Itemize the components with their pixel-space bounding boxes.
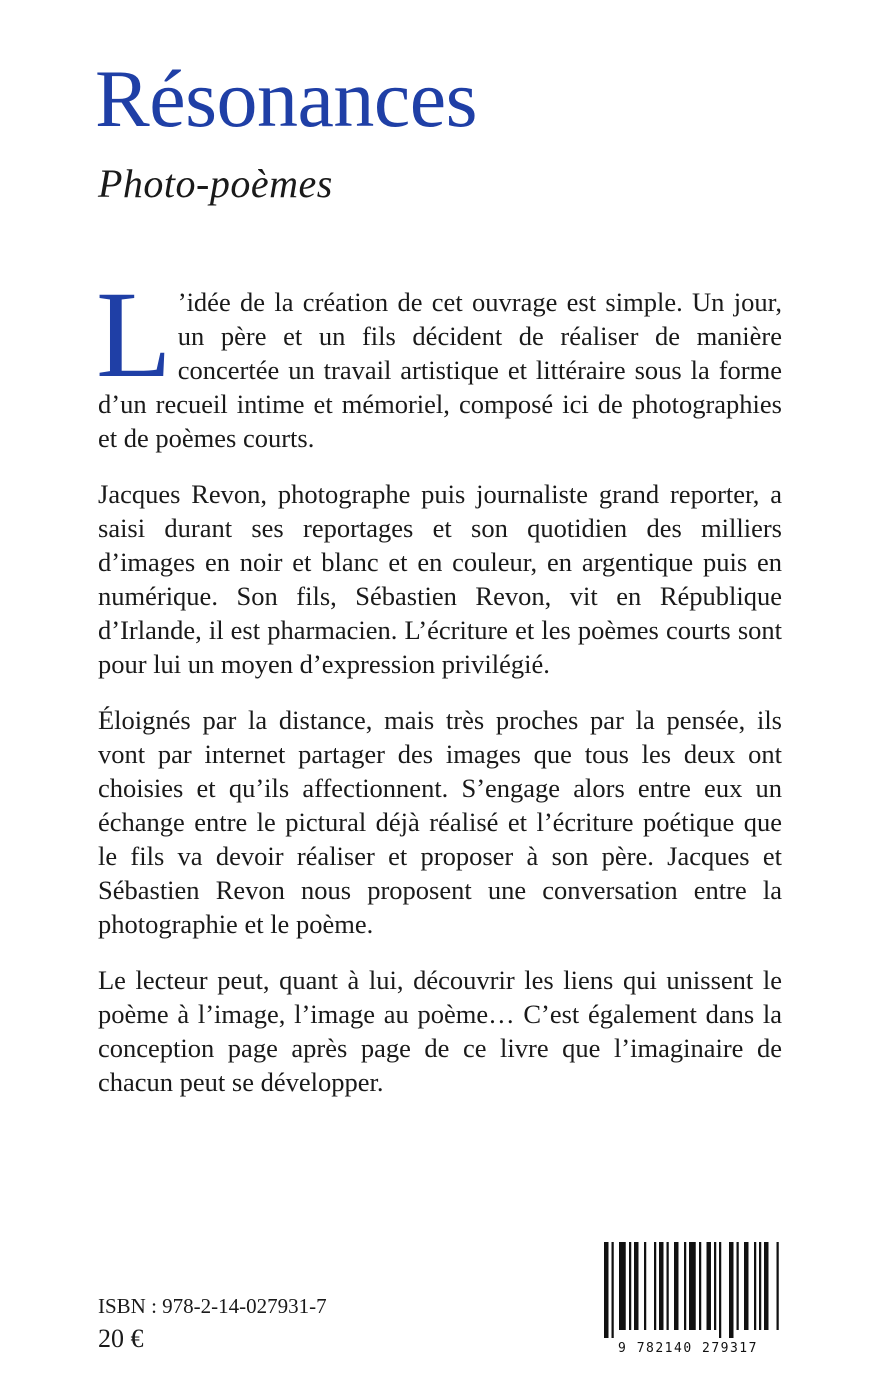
barcode-bar <box>654 1242 656 1330</box>
blurb-paragraph-3: Éloignés par la distance, mais très proches par la pensée, ils vont par internet partager des images que tous les deux ont choisies et qu’ils affectionnent. S’engage alors entre eux un échange entre le pictural déjà réalisé et l’écriture poétique que le fils va devoir réaliser et proposer à son père. Jacques et Sébastien Revon nous proposent une conversation entre la photographie et le poème. <box>98 705 782 939</box>
isbn-text: ISBN : 978-2-14-027931-7 <box>98 1294 327 1318</box>
barcode-bar <box>699 1242 701 1330</box>
barcode-bar <box>729 1242 734 1338</box>
barcode-bar <box>764 1242 769 1330</box>
barcode-bars <box>604 1242 784 1338</box>
barcode-bar <box>744 1242 749 1330</box>
barcode-bar <box>737 1242 739 1330</box>
barcode-bar <box>634 1242 639 1330</box>
barcode-bar <box>644 1242 646 1330</box>
barcode-bar <box>707 1242 712 1330</box>
barcode-bar <box>759 1242 761 1330</box>
barcode-graphic <box>592 1238 784 1358</box>
blurb <box>96 266 782 1121</box>
barcode-bar <box>619 1242 626 1330</box>
price-text: 20 € <box>98 1324 144 1353</box>
barcode-bar <box>629 1242 631 1330</box>
barcode-digits: 9 782140 279317 <box>618 1341 758 1356</box>
barcode-bar <box>714 1242 716 1330</box>
barcode-bar <box>684 1242 686 1330</box>
barcode-bar <box>674 1242 679 1330</box>
barcode-bar <box>689 1242 696 1330</box>
barcode-bar <box>777 1242 779 1330</box>
barcode-bar <box>604 1242 609 1338</box>
blurb-paragraph-4: Le lecteur peut, quant à lui, découvrir les liens qui unissent le poème à l’image, l’image au poème… C’est également dans la conception page après page de ce livre que l’imaginaire de chacun peut se développer. <box>98 965 782 1097</box>
barcode-bar <box>659 1242 664 1330</box>
blurb-paragraph-2: Jacques Revon, photographe puis journaliste grand reporter, a saisi durant ses reportages et son quotidien des milliers d’images en noir et blanc et en couleur, en argentique puis en numérique. Son fils, Sébastien Revon, vit en République d’Irlande, il est pharmacien. L’écriture et les poèmes courts sont pour lui un moyen d’expression privilégié. <box>98 479 782 679</box>
barcode-bar <box>667 1242 669 1330</box>
blurb-paragraph-1 <box>96 266 782 455</box>
barcode-bar <box>719 1242 721 1338</box>
barcode-bar <box>754 1242 756 1330</box>
drop-cap: L <box>96 266 172 403</box>
barcode <box>592 1238 784 1358</box>
blurb-paragraph-1-text: ’idée de la création de cet ouvrage est simple. Un jour, un père et un fils décident de réaliser de manière concertée un travail artistique et littéraire sous la forme d’un recueil intime et mémoriel, composé ici de photographies et de poèmes courts. <box>98 287 782 453</box>
barcode-bar <box>612 1242 614 1338</box>
book-title: Résonances <box>95 53 478 144</box>
book-subtitle: Photo-poèmes <box>98 161 333 206</box>
